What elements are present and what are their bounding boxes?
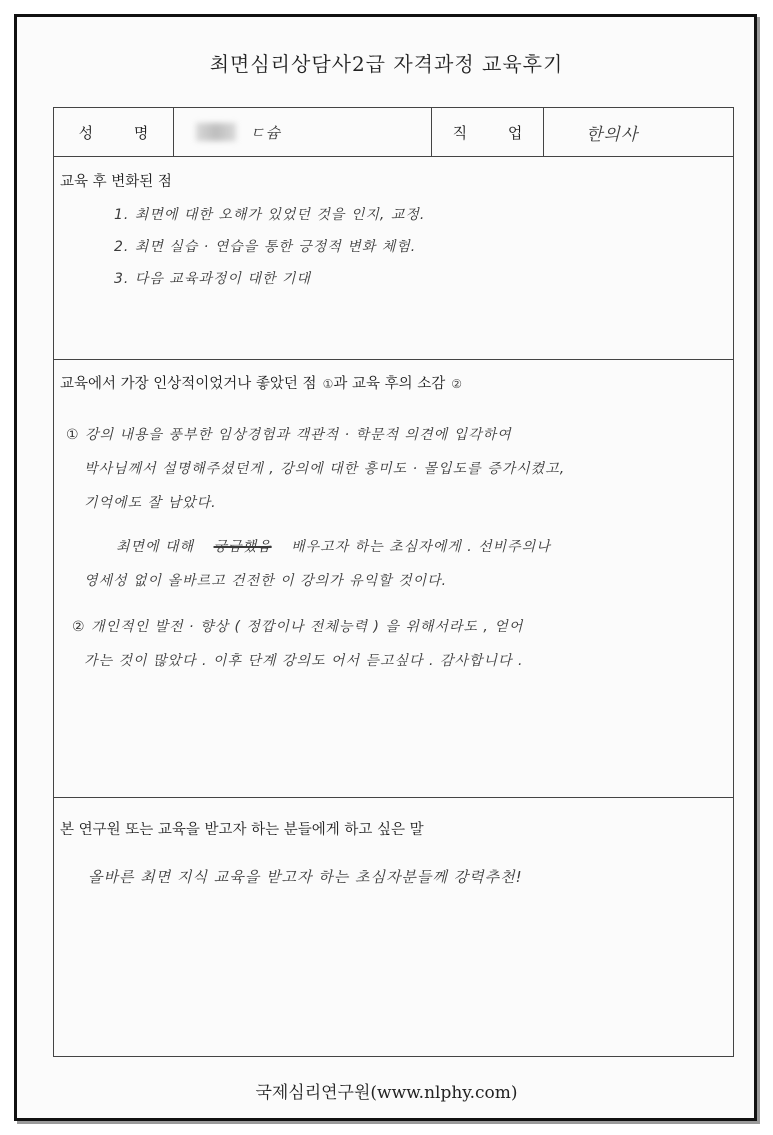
change-line-3: 3. 다음 교육과정이 대한 기대 (114, 271, 311, 287)
name-label: 성 명 (54, 108, 174, 156)
impression-line-4-start: 최면에 대해 (116, 539, 195, 555)
document-footer: 국제심리연구원(www.nlphy.com) (255, 1083, 518, 1103)
impression-line-4-end: 배우고자 하는 초심자에게 . 선비주의나 (291, 539, 551, 555)
name-field (174, 108, 432, 156)
impressions-heading-part1: 교육에서 가장 인상적이었거나 좋았던 점 (60, 376, 317, 392)
section-message-heading: 본 연구원 또는 교육을 받고자 하는 분들에게 하고 싶은 말 (60, 822, 424, 838)
section-impressions (54, 360, 733, 798)
impression-line-5: 영세성 없이 올바르고 건전한 이 강의가 유익할 것이다. (84, 573, 448, 589)
document-title: 최면심리상담사2급 자격과정 교육후기 (209, 52, 564, 76)
info-row (54, 108, 733, 157)
impressions-marker-1: ① (322, 377, 334, 391)
impressions-marker-2: ② (451, 377, 462, 391)
impression-line-2: 박사님께서 설명해주셨던게 , 강의에 대한 흥미도 · 몰입도를 증가시켰고, (84, 461, 566, 477)
impression-line-3: 기억에도 잘 남았다. (84, 495, 217, 511)
impression-line-1: ① 강의 내용을 풍부한 임상경험과 객관적 · 학문적 의견에 입각하여 (66, 427, 512, 443)
section-changes-heading: 교육 후 변화된 점 (60, 174, 172, 190)
change-line-1: 1. 최면에 대한 오해가 있었던 것을 인지, 교정. (114, 207, 426, 223)
review-form (53, 107, 734, 1057)
job-field (544, 108, 735, 156)
section-message (54, 798, 733, 1056)
impression-line-7: 가는 것이 많았다 . 이후 단계 강의도 어서 듣고싶다 . 감사합니다 . (84, 653, 524, 669)
section-changes (54, 156, 733, 360)
section-impressions-heading (60, 372, 462, 393)
change-line-2: 2. 최면 실습 · 연습을 통한 긍정적 변화 체험. (114, 239, 417, 255)
message-line-1: 올바른 최면 지식 교육을 받고자 하는 초심자분들께 강력추천! (88, 868, 523, 886)
impressions-heading-part2: 과 교육 후의 소감 (333, 376, 446, 392)
struck-out-word: 궁금했음 (213, 539, 272, 555)
redacted-name-blur (196, 123, 236, 141)
impression-line-4 (116, 536, 551, 556)
job-label: 직 업 (432, 108, 544, 156)
impression-line-6: ② 개인적인 발전 · 향상 ( 정깝이나 전체능력 ) 을 위해서라도 , 얻어 (72, 619, 524, 635)
name-value: ㄷ슘 (250, 123, 281, 142)
job-value: 한의사 (586, 124, 639, 145)
